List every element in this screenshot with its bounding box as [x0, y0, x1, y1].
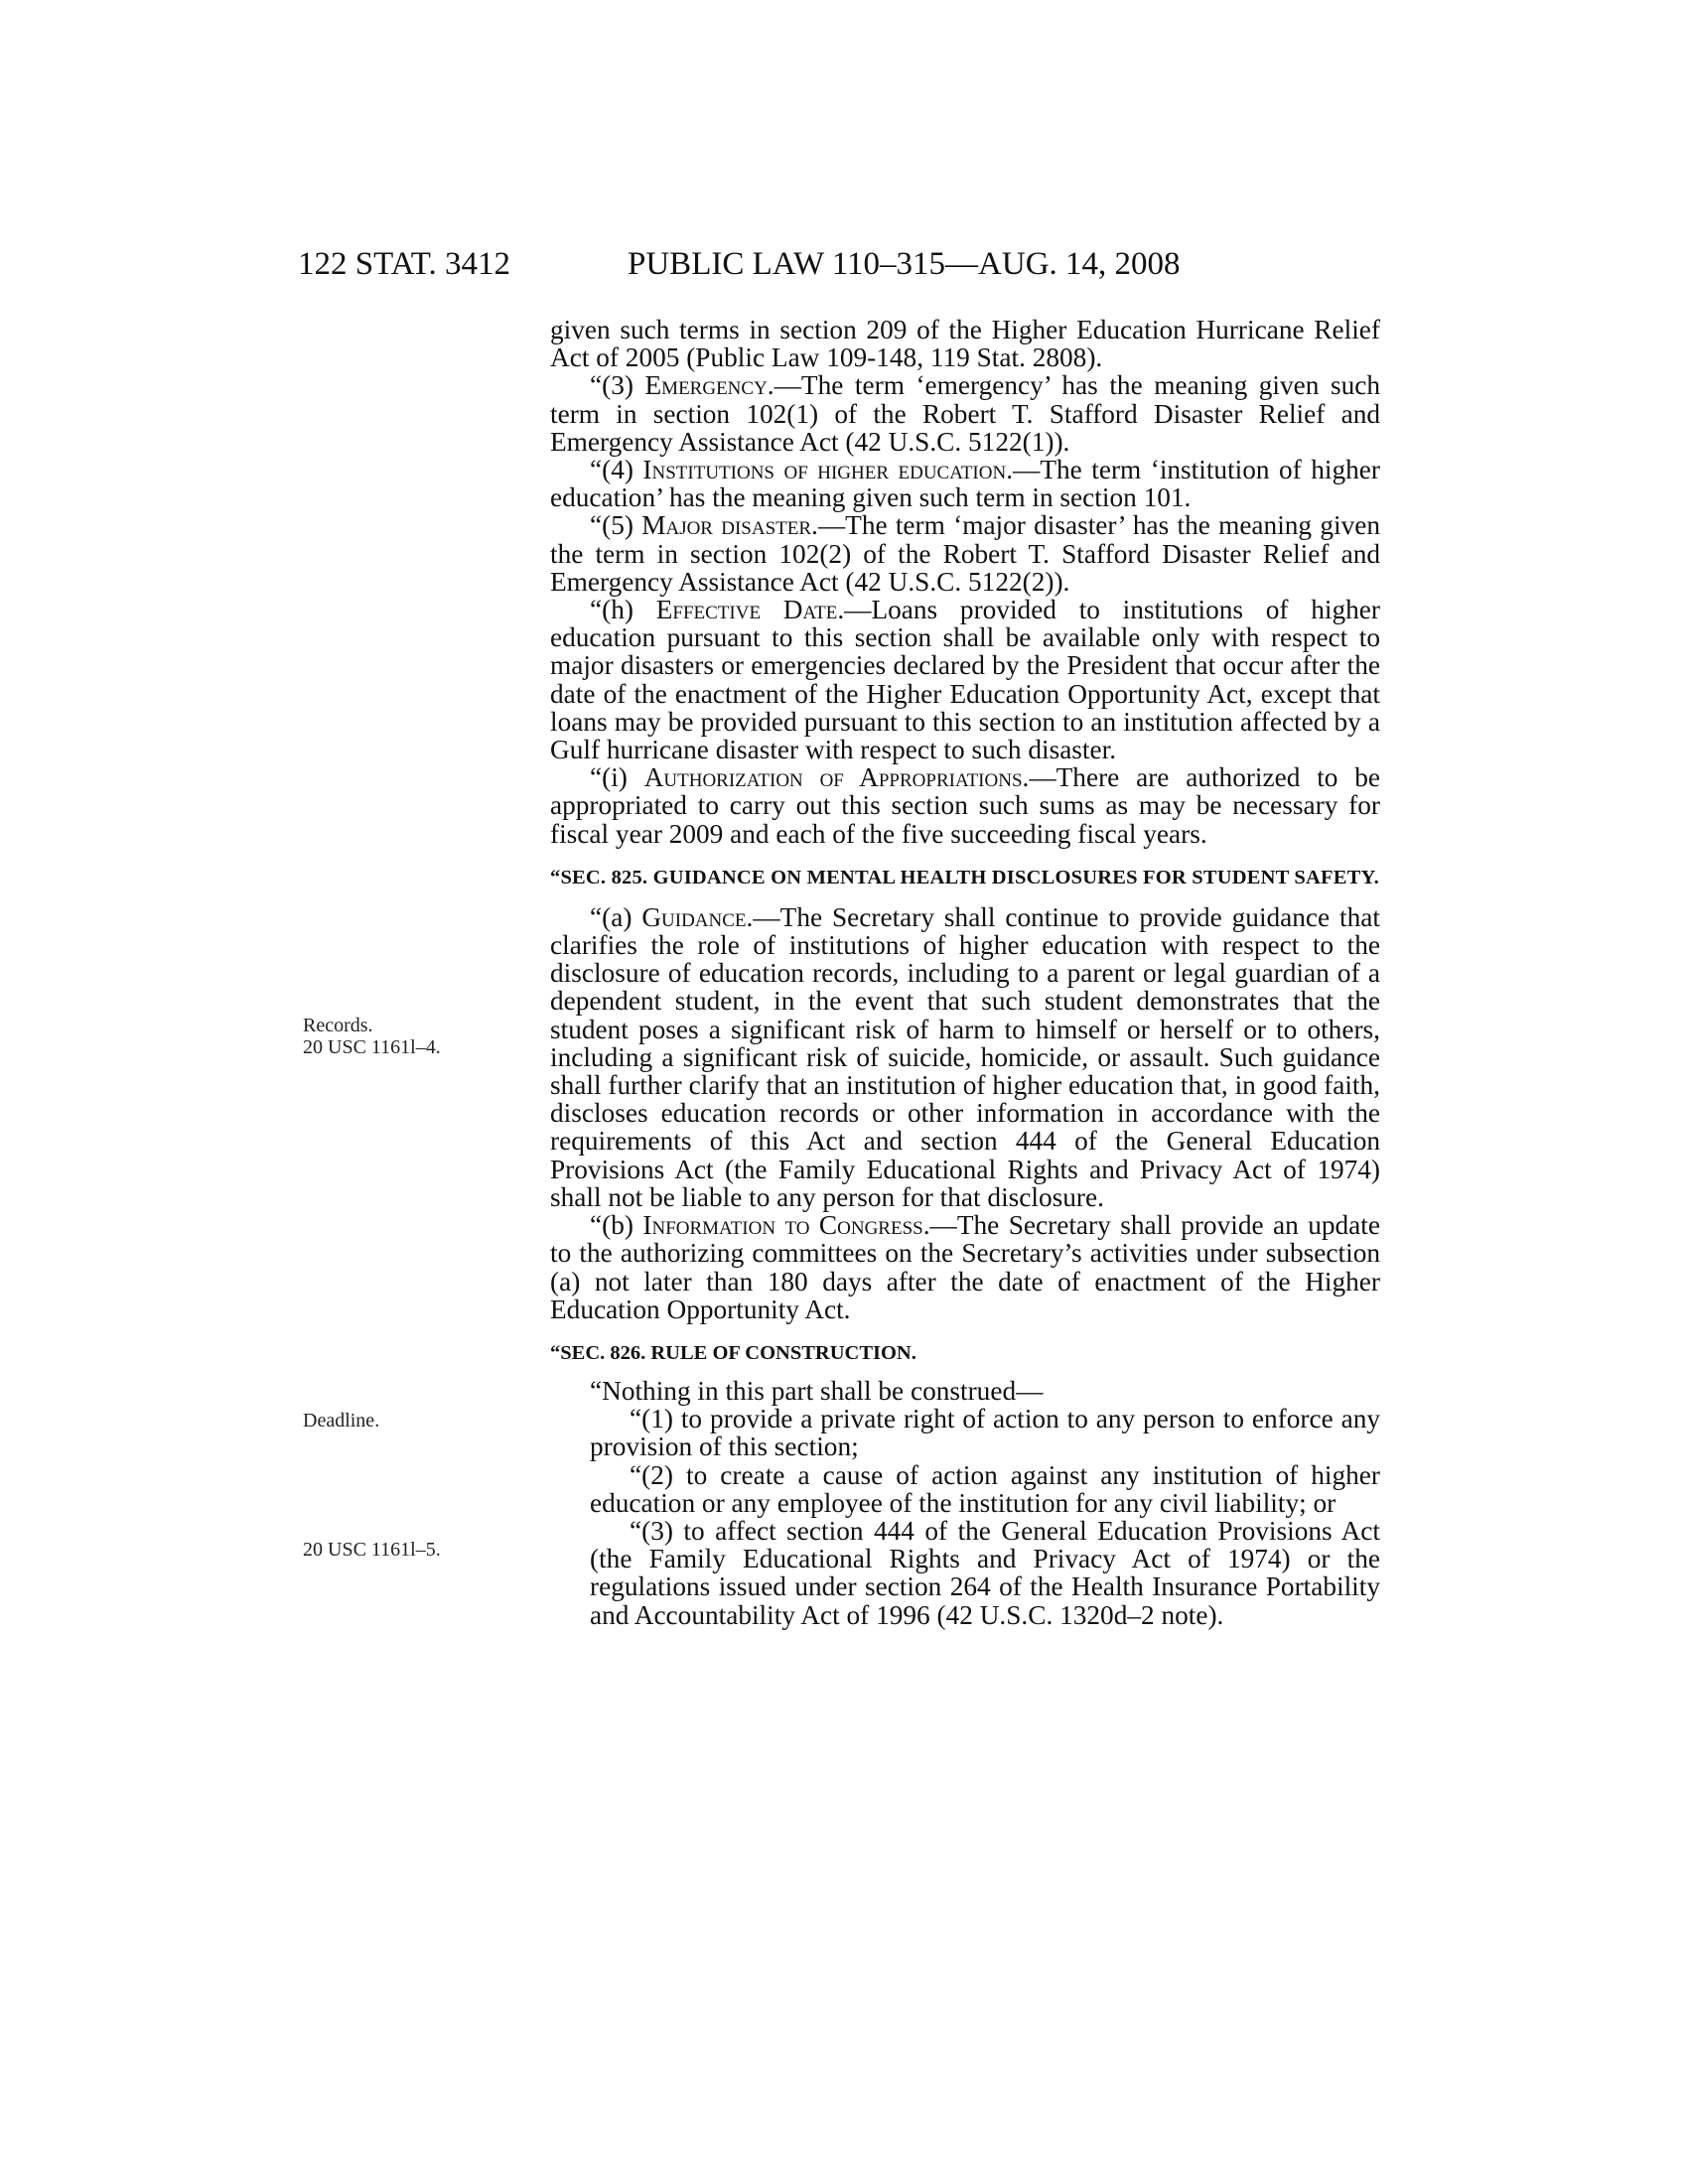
- section-825-heading: “SEC. 825. GUIDANCE ON MENTAL HEALTH DISCLOSURES FOR STUDENT SAFETY.: [550, 866, 1379, 888]
- heading-effective-date: Effective Date: [655, 595, 838, 625]
- margin-records-label: Records.: [303, 1015, 373, 1036]
- document-body: [550, 316, 1380, 1629]
- heading-guidance: Guidance: [641, 901, 747, 932]
- paragraph-institutions: “(4) Institutions of higher education.—The term ‘institution of higher education’ has the meaning given such term in section 101.: [550, 455, 1380, 513]
- heading-major-disaster: Major disaster: [641, 510, 812, 541]
- paragraph-826-2: “(2) to create a cause of action against any institution of higher education or any employee of the institution for any civil liability; or: [590, 1459, 1380, 1518]
- running-head: PUBLIC LAW 110–315—AUG. 14, 2008: [628, 246, 1181, 282]
- heading-authorization: Authorization of Appropriations: [643, 762, 1023, 793]
- paragraph-information-to-congress: “(b) Information to Congress.—The Secretary shall provide an update to the authorizing committees on the Secretary’s activities under subsection (a) not later than 180 days after the date of enactment of the Higher Education Opportunity Act.: [550, 1210, 1380, 1324]
- margin-note-sec826: 20 USC 1161l–5.: [303, 1539, 441, 1561]
- margin-records-usc: 20 USC 1161l–4.: [303, 1036, 441, 1058]
- page-header: [298, 246, 1390, 286]
- heading-institutions: Institutions of higher education: [642, 455, 1007, 485]
- margin-note-records: [303, 1015, 441, 1058]
- paragraph-emergency: “(3) Emergency.—The term ‘emergency’ has the meaning given such term in section 102(1) of the Robert T. Stafford Disaster Relief and Emergency Assistance Act (42 U.S.C. 5122(1)).: [550, 370, 1380, 457]
- paragraph-826-intro: “Nothing in this part shall be construed—: [590, 1375, 1044, 1406]
- heading-emergency: Emergency: [644, 370, 768, 401]
- paragraph-guidance: “(a) Guidance.—The Secretary shall continue to provide guidance that clarifies the role of institutions of higher education with respect to the disclosure of education records, including to a parent or legal guardian of a dependent student, in the event that such student demonstrates that the student poses a significant risk of harm to himself or herself or to others, including a significant risk of suicide, homicide, or assault. Such guidance shall further clarify that an institution of higher education that, in good faith, discloses education records or other information in accordance with the requirements of this Act and section 444 of the General Education Provisions Act (the Family Educational Rights and Privacy Act of 1974) shall not be liable to any person for that disclosure.: [550, 901, 1380, 1212]
- stat-citation: 122 STAT. 3412: [298, 246, 511, 282]
- paragraph-826-3: “(3) to affect section 444 of the General Education Provisions Act (the Family Educational Rights and Privacy Act of 1974) or the regulations issued under section 264 of the Health Insurance Portability and Accountability Act of 1996 (42 U.S.C. 1320d–2 note).: [590, 1515, 1380, 1630]
- paragraph-major-disaster: “(5) Major disaster.—The term ‘major disaster’ has the meaning given the term in section 102(2) of the Robert T. Stafford Disaster Relief and Emergency Assistance Act (42 U.S.C. 5122(2)).: [550, 510, 1380, 597]
- paragraph-826-1: “(1) to provide a private right of action to any person to enforce any provision of this section;: [590, 1404, 1380, 1462]
- paragraph-authorization: “(i) Authorization of Appropriations.—There are authorized to be appropriated to carry out this section such sums as may be necessary for fiscal year 2009 and each of the five succeeding fiscal years.: [550, 762, 1380, 849]
- paragraph-continued: given such terms in section 209 of the Higher Education Hurricane Relief Act of 2005 (Public Law 109-148, 119 Stat. 2808).: [550, 315, 1380, 373]
- section-826-heading: “SEC. 826. RULE OF CONSTRUCTION.: [550, 1341, 916, 1364]
- paragraph-effective-date: “(h) Effective Date.—Loans provided to institutions of higher education pursuant to this section shall be available only with respect to major disasters or emergencies declared by the President that occur after the date of the enactment of the Higher Education Opportunity Act, except that loans may be provided pursuant to this section to an institution affected by a Gulf hurricane disaster with respect to such disaster.: [550, 595, 1380, 765]
- heading-information-to-congress: Information to Congress: [642, 1210, 923, 1241]
- margin-note-deadline: Deadline.: [303, 1410, 380, 1432]
